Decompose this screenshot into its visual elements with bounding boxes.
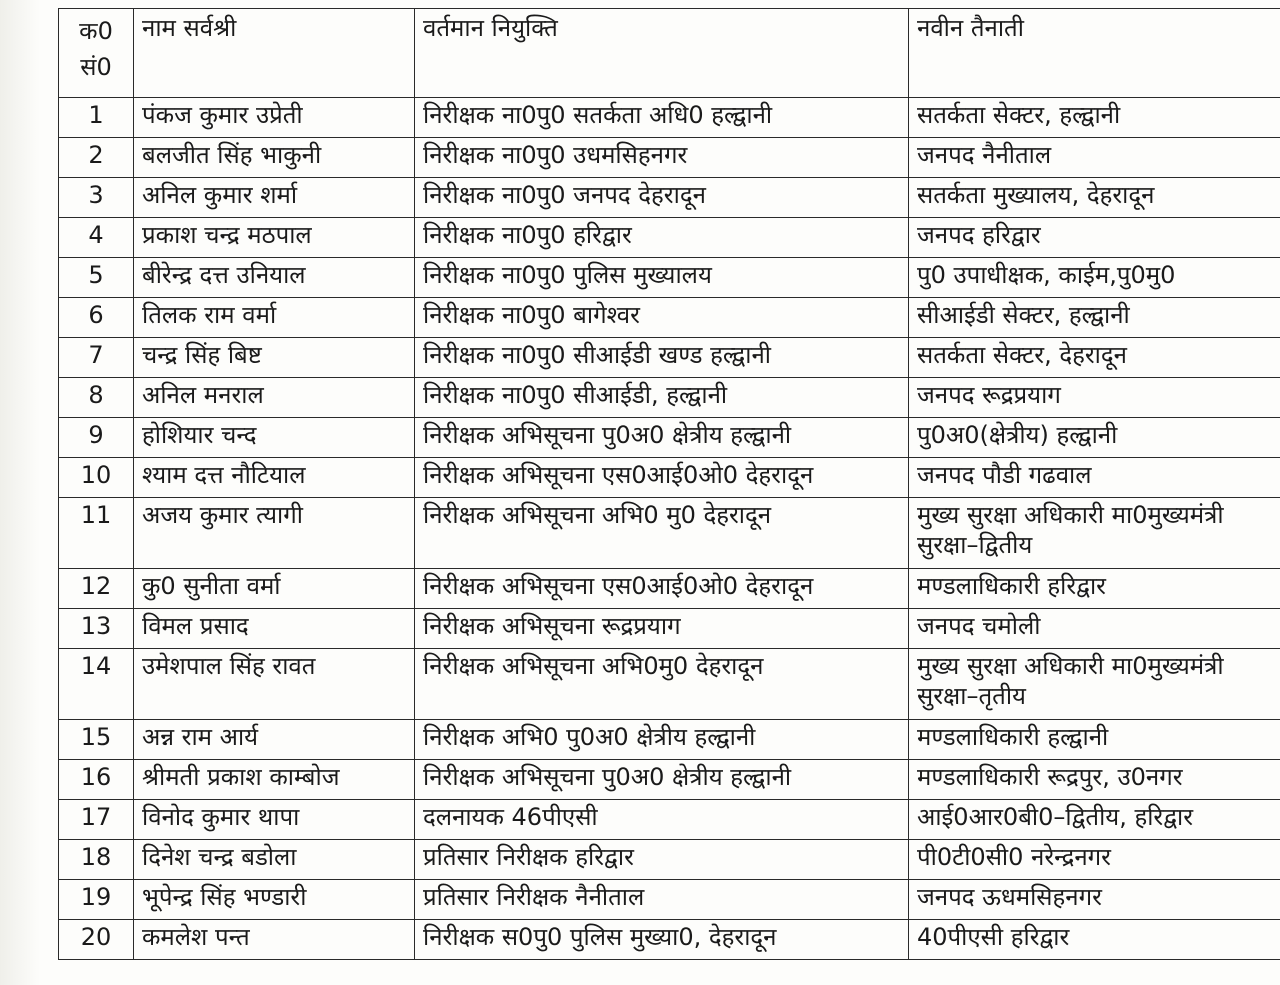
table-row bbox=[59, 458, 1280, 498]
current-posting-cell: निरीक्षक स0पु0 पुलिस मुख्या0, देहरादून bbox=[415, 920, 909, 960]
name-cell: होशियार चन्द bbox=[134, 418, 415, 458]
name-cell: दिनेश चन्द्र बडोला bbox=[134, 840, 415, 880]
name-cell: श्रीमती प्रकाश काम्बोज bbox=[134, 760, 415, 800]
new-posting-cell: आई0आर0बी0–द्वितीय, हरिद्वार bbox=[909, 800, 1280, 840]
serial-cell: 19 bbox=[59, 880, 134, 920]
table-row bbox=[59, 800, 1280, 840]
new-posting-cell: सीआईडी सेक्टर, हल्द्वानी bbox=[909, 298, 1280, 338]
header-current-posting: वर्तमान नियुक्ति bbox=[415, 9, 909, 98]
new-posting-cell: जनपद नैनीताल bbox=[909, 138, 1280, 178]
name-cell: भूपेन्द्र सिंह भण्डारी bbox=[134, 880, 415, 920]
header-serial: क0 सं0 bbox=[59, 9, 134, 98]
current-posting-cell: निरीक्षक अभिसूचना एस0आई0ओ0 देहरादून bbox=[415, 458, 909, 498]
table-row bbox=[59, 298, 1280, 338]
table-row bbox=[59, 138, 1280, 178]
current-posting-cell: निरीक्षक ना0पु0 सीआईडी, हल्द्वानी bbox=[415, 378, 909, 418]
current-posting-cell: दलनायक 46पीएसी bbox=[415, 800, 909, 840]
table-row bbox=[59, 840, 1280, 880]
table-row bbox=[59, 920, 1280, 960]
new-posting-cell: सतर्कता सेक्टर, देहरादून bbox=[909, 338, 1280, 378]
name-cell: श्याम दत्त नौटियाल bbox=[134, 458, 415, 498]
serial-cell: 6 bbox=[59, 298, 134, 338]
name-cell: अनिल कुमार शर्मा bbox=[134, 178, 415, 218]
table-row bbox=[59, 378, 1280, 418]
serial-cell: 16 bbox=[59, 760, 134, 800]
name-cell: तिलक राम वर्मा bbox=[134, 298, 415, 338]
current-posting-cell: निरीक्षक ना0पु0 सीआईडी खण्ड हल्द्वानी bbox=[415, 338, 909, 378]
new-posting-cell: मण्डलाधिकारी हरिद्वार bbox=[909, 569, 1280, 609]
name-cell: अनिल मनराल bbox=[134, 378, 415, 418]
name-cell: कु0 सुनीता वर्मा bbox=[134, 569, 415, 609]
name-cell: विमल प्रसाद bbox=[134, 609, 415, 649]
new-posting-cell: सतर्कता मुख्यालय, देहरादून bbox=[909, 178, 1280, 218]
current-posting-cell: निरीक्षक अभि0 पु0अ0 क्षेत्रीय हल्द्वानी bbox=[415, 720, 909, 760]
new-posting-cell: सतर्कता सेक्टर, हल्द्वानी bbox=[909, 98, 1280, 138]
table-row bbox=[59, 178, 1280, 218]
serial-cell: 15 bbox=[59, 720, 134, 760]
table-row bbox=[59, 258, 1280, 298]
serial-cell: 8 bbox=[59, 378, 134, 418]
name-cell: कमलेश पन्त bbox=[134, 920, 415, 960]
table-row bbox=[59, 720, 1280, 760]
name-cell: पंकज कुमार उप्रेती bbox=[134, 98, 415, 138]
serial-cell: 18 bbox=[59, 840, 134, 880]
table-row bbox=[59, 98, 1280, 138]
transfer-table bbox=[58, 8, 1280, 960]
name-cell: बीरेन्द्र दत्त उनियाल bbox=[134, 258, 415, 298]
current-posting-cell: निरीक्षक ना0पु0 हरिद्वार bbox=[415, 218, 909, 258]
name-cell: अन्न राम आर्य bbox=[134, 720, 415, 760]
new-posting-cell: जनपद हरिद्वार bbox=[909, 218, 1280, 258]
serial-cell: 3 bbox=[59, 178, 134, 218]
current-posting-cell: निरीक्षक ना0पु0 सतर्कता अधि0 हल्द्वानी bbox=[415, 98, 909, 138]
header-name: नाम सर्वश्री bbox=[134, 9, 415, 98]
serial-cell: 1 bbox=[59, 98, 134, 138]
new-posting-cell: मुख्य सुरक्षा अधिकारी मा0मुख्यमंत्री सुरक्षा–द्वितीय bbox=[909, 498, 1280, 569]
new-posting-cell: मण्डलाधिकारी रूद्रपुर, उ0नगर bbox=[909, 760, 1280, 800]
current-posting-cell: निरीक्षक अभिसूचना पु0अ0 क्षेत्रीय हल्द्वानी bbox=[415, 760, 909, 800]
current-posting-cell: निरीक्षक अभिसूचना अभि0मु0 देहरादून bbox=[415, 649, 909, 720]
table-row bbox=[59, 880, 1280, 920]
name-cell: अजय कुमार त्यागी bbox=[134, 498, 415, 569]
serial-cell: 14 bbox=[59, 649, 134, 720]
serial-cell: 2 bbox=[59, 138, 134, 178]
new-posting-cell: पु0अ0(क्षेत्रीय) हल्द्वानी bbox=[909, 418, 1280, 458]
current-posting-cell: निरीक्षक अभिसूचना रूद्रप्रयाग bbox=[415, 609, 909, 649]
serial-cell: 20 bbox=[59, 920, 134, 960]
serial-cell: 5 bbox=[59, 258, 134, 298]
table-row bbox=[59, 760, 1280, 800]
current-posting-cell: निरीक्षक अभिसूचना एस0आई0ओ0 देहरादून bbox=[415, 569, 909, 609]
serial-cell: 11 bbox=[59, 498, 134, 569]
name-cell: प्रकाश चन्द्र मठपाल bbox=[134, 218, 415, 258]
name-cell: चन्द्र सिंह बिष्ट bbox=[134, 338, 415, 378]
header-new-posting: नवीन तैनाती bbox=[909, 9, 1280, 98]
table-row bbox=[59, 609, 1280, 649]
name-cell: विनोद कुमार थापा bbox=[134, 800, 415, 840]
table-row bbox=[59, 498, 1280, 569]
new-posting-cell: 40पीएसी हरिद्वार bbox=[909, 920, 1280, 960]
table-header-row bbox=[59, 9, 1280, 98]
new-posting-cell: पी0टी0सी0 नरेन्द्रनगर bbox=[909, 840, 1280, 880]
page-edge-shadow bbox=[0, 0, 40, 985]
new-posting-cell: मुख्य सुरक्षा अधिकारी मा0मुख्यमंत्री सुरक्षा–तृतीय bbox=[909, 649, 1280, 720]
table-row bbox=[59, 338, 1280, 378]
name-cell: बलजीत सिंह भाकुनी bbox=[134, 138, 415, 178]
new-posting-cell: जनपद रूद्रप्रयाग bbox=[909, 378, 1280, 418]
new-posting-cell: जनपद ऊधमसिहनगर bbox=[909, 880, 1280, 920]
current-posting-cell: निरीक्षक ना0पु0 जनपद देहरादून bbox=[415, 178, 909, 218]
current-posting-cell: प्रतिसार निरीक्षक नैनीताल bbox=[415, 880, 909, 920]
serial-cell: 17 bbox=[59, 800, 134, 840]
new-posting-cell: जनपद पौडी गढवाल bbox=[909, 458, 1280, 498]
serial-cell: 4 bbox=[59, 218, 134, 258]
current-posting-cell: निरीक्षक ना0पु0 बागेश्वर bbox=[415, 298, 909, 338]
current-posting-cell: निरीक्षक ना0पु0 उधमसिहनगर bbox=[415, 138, 909, 178]
new-posting-cell: मण्डलाधिकारी हल्द्वानी bbox=[909, 720, 1280, 760]
table-row bbox=[59, 218, 1280, 258]
serial-cell: 7 bbox=[59, 338, 134, 378]
new-posting-cell: पु0 उपाधीक्षक, काईम,पु0मु0 bbox=[909, 258, 1280, 298]
table-row bbox=[59, 418, 1280, 458]
name-cell: उमेशपाल सिंह रावत bbox=[134, 649, 415, 720]
serial-cell: 12 bbox=[59, 569, 134, 609]
current-posting-cell: प्रतिसार निरीक्षक हरिद्वार bbox=[415, 840, 909, 880]
table-row bbox=[59, 569, 1280, 609]
table-row bbox=[59, 649, 1280, 720]
new-posting-cell: जनपद चमोली bbox=[909, 609, 1280, 649]
current-posting-cell: निरीक्षक अभिसूचना अभि0 मु0 देहरादून bbox=[415, 498, 909, 569]
serial-cell: 9 bbox=[59, 418, 134, 458]
serial-cell: 13 bbox=[59, 609, 134, 649]
serial-cell: 10 bbox=[59, 458, 134, 498]
current-posting-cell: निरीक्षक ना0पु0 पुलिस मुख्यालय bbox=[415, 258, 909, 298]
current-posting-cell: निरीक्षक अभिसूचना पु0अ0 क्षेत्रीय हल्द्वानी bbox=[415, 418, 909, 458]
